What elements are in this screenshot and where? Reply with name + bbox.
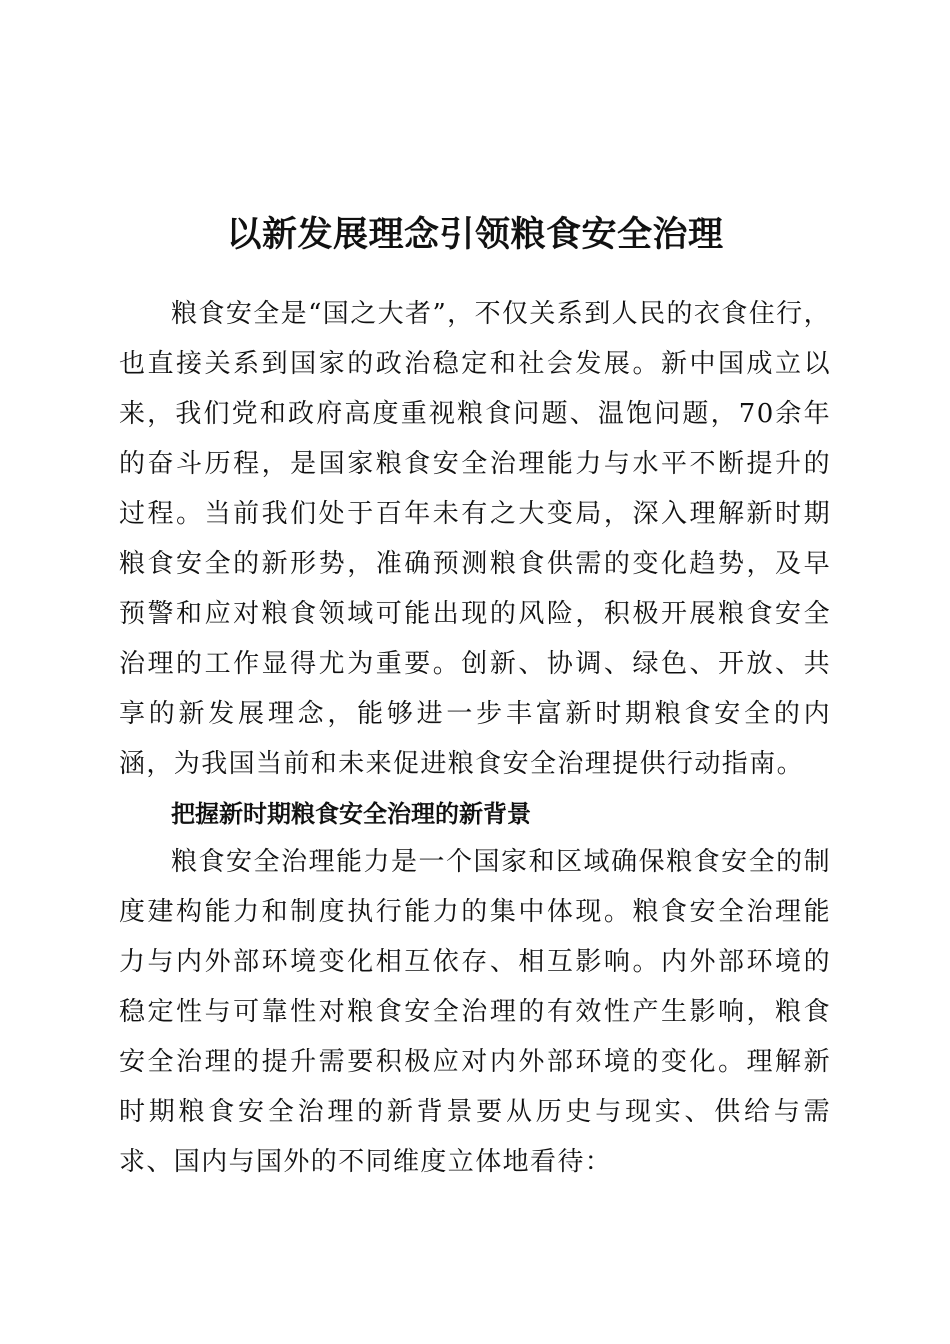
section-heading: 把握新时期粮食安全治理的新背景 [171, 800, 531, 828]
paragraph-intro: 粮食安全是“国之大者”，不仅关系到人民的衣食住行，也直接关系到国家的政治稳定和社会发展。新中国成立以来，我们党和政府高度重视粮食问题、温饱问题，70余年的奋斗历程，是国家粮食安全治理能力与水平不断提升的过程。当前我们处于百年未有之大变局，深入理解新时期粮食安全的新形势，准确预测粮食供需的变化趋势，及早预警和应对粮食领域可能出现的风险，积极开展粮食安全治理的工作显得尤为重要。创新、协调、绿色、开放、共享的新发展理念，能够进一步丰富新时期粮食安全的内涵，为我国当前和未来促进粮食安全治理提供行动指南。 [119, 299, 831, 779]
document-title: 以新发展理念引领粮食安全治理 [226, 214, 724, 256]
paragraph-background: 粮食安全治理能力是一个国家和区域确保粮食安全的制度建构能力和制度执行能力的集中体现。粮食安全治理能力与内外部环境变化相互依存、相互影响。内外部环境的稳定性与可靠性对粮食安全治理的有效性产生影响，粮食安全治理的提升需要积极应对内外部环境的变化。理解新时期粮食安全治理的新背景要从历史与现实、供给与需求、国内与国外的不同维度立体地看待： [119, 847, 831, 1177]
